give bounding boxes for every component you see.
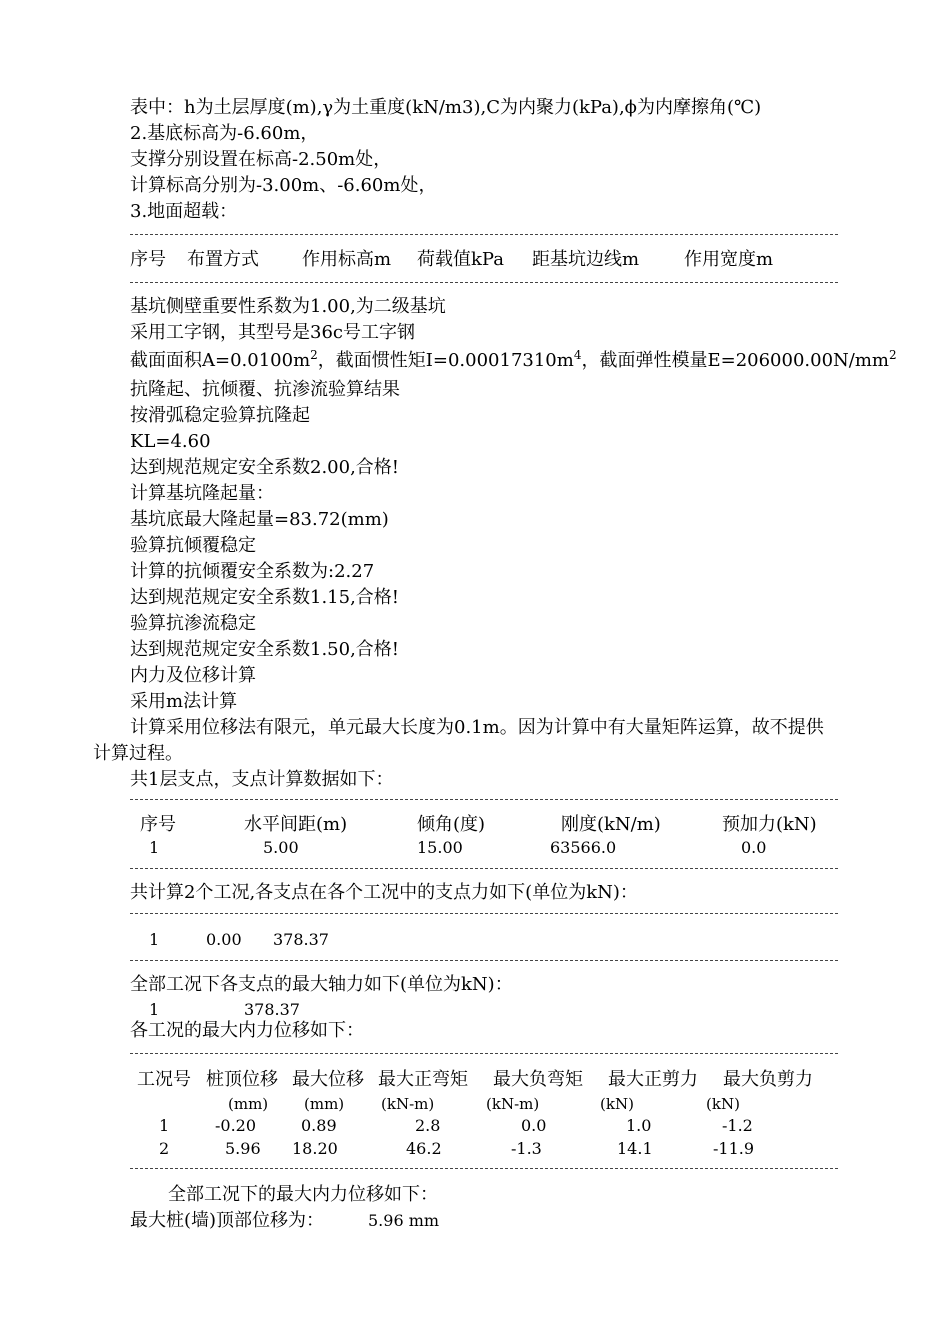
- support-intro: 共1层支点，支点计算数据如下：: [130, 769, 394, 790]
- seepage-heading: 验算抗渗流稳定: [130, 613, 256, 634]
- cell: -1.2: [722, 1116, 753, 1135]
- legend-line: 表中：h为土层厚度(m),γ为土重度(kN/m3),C为内聚力(kPa),ϕ为内摩擦角(℃): [130, 97, 762, 118]
- divider: [130, 799, 838, 800]
- divider: [130, 913, 838, 914]
- kl-value: KL=4.60: [130, 431, 211, 452]
- col-spacing: 水平间距(m): [244, 814, 348, 835]
- cell: 1.0: [626, 1116, 652, 1135]
- cell: 46.2: [406, 1139, 442, 1158]
- unit: (kN-m): [381, 1095, 435, 1113]
- cell: 2.8: [415, 1116, 441, 1135]
- col-distance: 距基坑边线m: [532, 249, 640, 270]
- col-index: 序号: [140, 814, 176, 835]
- unit: (kN-m): [486, 1095, 540, 1113]
- col-load: 荷载值kPa: [417, 249, 504, 270]
- seepage-check: 达到规范规定安全系数1.50,合格!: [130, 639, 400, 660]
- max-top-disp-label: 最大桩(墙)顶部位移为：: [130, 1210, 325, 1231]
- cell: 5.00: [263, 838, 299, 857]
- m-method: 采用m法计算: [130, 691, 238, 712]
- divider: [130, 282, 838, 283]
- exp: 4: [573, 348, 582, 362]
- col-elevation: 作用标高m: [302, 249, 392, 270]
- section-inertia: ，截面惯性矩I=0.00017310m: [317, 350, 574, 371]
- max-heave: 基坑底最大隆起量=83.72(mm): [130, 509, 389, 530]
- section-properties: [130, 348, 897, 371]
- cell: 378.37: [273, 930, 329, 949]
- divider: [130, 234, 838, 235]
- cell: 0.00: [206, 930, 242, 949]
- col-prestress: 预加力(kN): [722, 814, 817, 835]
- max-top-disp-value: 5.96 mm: [368, 1211, 440, 1230]
- cell: 1: [149, 1000, 160, 1019]
- stability-heading: 抗隆起、抗倾覆、抗渗流验算结果: [130, 379, 400, 400]
- surcharge-heading: 3.地面超载：: [130, 201, 238, 222]
- cell: 14.1: [617, 1139, 653, 1158]
- cell: 5.96: [225, 1139, 261, 1158]
- unit: (mm): [304, 1095, 345, 1113]
- axial-intro: 全部工况下各支点的最大轴力如下(单位为kN)：: [130, 974, 513, 995]
- exp: 2: [889, 348, 897, 362]
- unit: (mm): [228, 1095, 269, 1113]
- cell: -0.20: [215, 1116, 257, 1135]
- cell: 18.20: [292, 1139, 338, 1158]
- heave-calc-heading: 计算基坑隆起量：: [130, 483, 274, 504]
- internal-force-heading: 内力及位移计算: [130, 665, 256, 686]
- cell: -11.9: [713, 1139, 755, 1158]
- col-stiffness: 刚度(kN/m): [561, 814, 661, 835]
- support-elevation: 支撑分别设置在标高-2.50m处，: [130, 149, 392, 170]
- cell: 63566.0: [550, 838, 617, 857]
- overturn-factor: 计算的抗倾覆安全系数为:2.27: [130, 561, 375, 582]
- result-intro: 各工况的最大内力位移如下：: [130, 1020, 364, 1041]
- cell: 0.0: [741, 838, 767, 857]
- calc-elevation: 计算标高分别为-3.00m、-6.60m处，: [130, 175, 437, 196]
- fem-paragraph: 计算采用位移法有限元，单元最大长度为0.1m。因为计算中有大量矩阵运算，故不提供: [130, 717, 824, 738]
- col-max-disp: 最大位移: [292, 1069, 364, 1090]
- cell: 378.37: [244, 1000, 300, 1019]
- col-layout: 布置方式: [187, 249, 259, 270]
- base-elevation: 2.基底标高为-6.60m，: [130, 123, 319, 144]
- divider: [130, 868, 838, 869]
- col-case: 工况号: [137, 1069, 191, 1090]
- steel-type: 采用工字钢，其型号是36c号工字钢: [130, 322, 415, 343]
- cell: 0.89: [301, 1116, 337, 1135]
- cell: 0.0: [521, 1116, 547, 1135]
- heave-method: 按滑弧稳定验算抗隆起: [130, 405, 310, 426]
- exp: 2: [310, 348, 318, 362]
- fem-paragraph-cont: 计算过程。: [93, 743, 183, 764]
- col-width: 作用宽度m: [684, 249, 774, 270]
- divider: [130, 1053, 838, 1054]
- overturn-heading: 验算抗倾覆稳定: [130, 535, 256, 556]
- cell: 2: [159, 1139, 170, 1158]
- cell: -1.3: [511, 1139, 542, 1158]
- cell: 1: [149, 838, 160, 857]
- col-pos-shear: 最大正剪力: [608, 1069, 698, 1090]
- cell: 15.00: [417, 838, 463, 857]
- col-angle: 倾角(度): [417, 814, 486, 835]
- col-neg-moment: 最大负弯矩: [493, 1069, 583, 1090]
- unit: (kN): [600, 1095, 634, 1113]
- unit: (kN): [706, 1095, 740, 1113]
- col-neg-shear: 最大负剪力: [723, 1069, 813, 1090]
- section-modulus: ，截面弹性模量E=206000.00N/mm: [581, 350, 889, 371]
- cell: 1: [159, 1116, 170, 1135]
- overall-max-heading: 全部工况下的最大内力位移如下：: [168, 1184, 438, 1205]
- heave-check: 达到规范规定安全系数2.00,合格!: [130, 457, 400, 478]
- col-index: 序号: [130, 249, 166, 270]
- col-pos-moment: 最大正弯矩: [378, 1069, 468, 1090]
- force-intro: 共计算2个工况,各支点在各个工况中的支点力如下(单位为kN)：: [130, 882, 638, 903]
- section-area: 截面面积A=0.0100m: [130, 350, 311, 371]
- divider: [130, 1168, 838, 1169]
- overturn-check: 达到规范规定安全系数1.15,合格!: [130, 587, 400, 608]
- col-top-disp: 桩顶位移: [206, 1069, 278, 1090]
- cell: 1: [149, 930, 160, 949]
- divider: [130, 960, 838, 961]
- importance-factor: 基坑侧壁重要性系数为1.00,为二级基坑: [130, 296, 446, 317]
